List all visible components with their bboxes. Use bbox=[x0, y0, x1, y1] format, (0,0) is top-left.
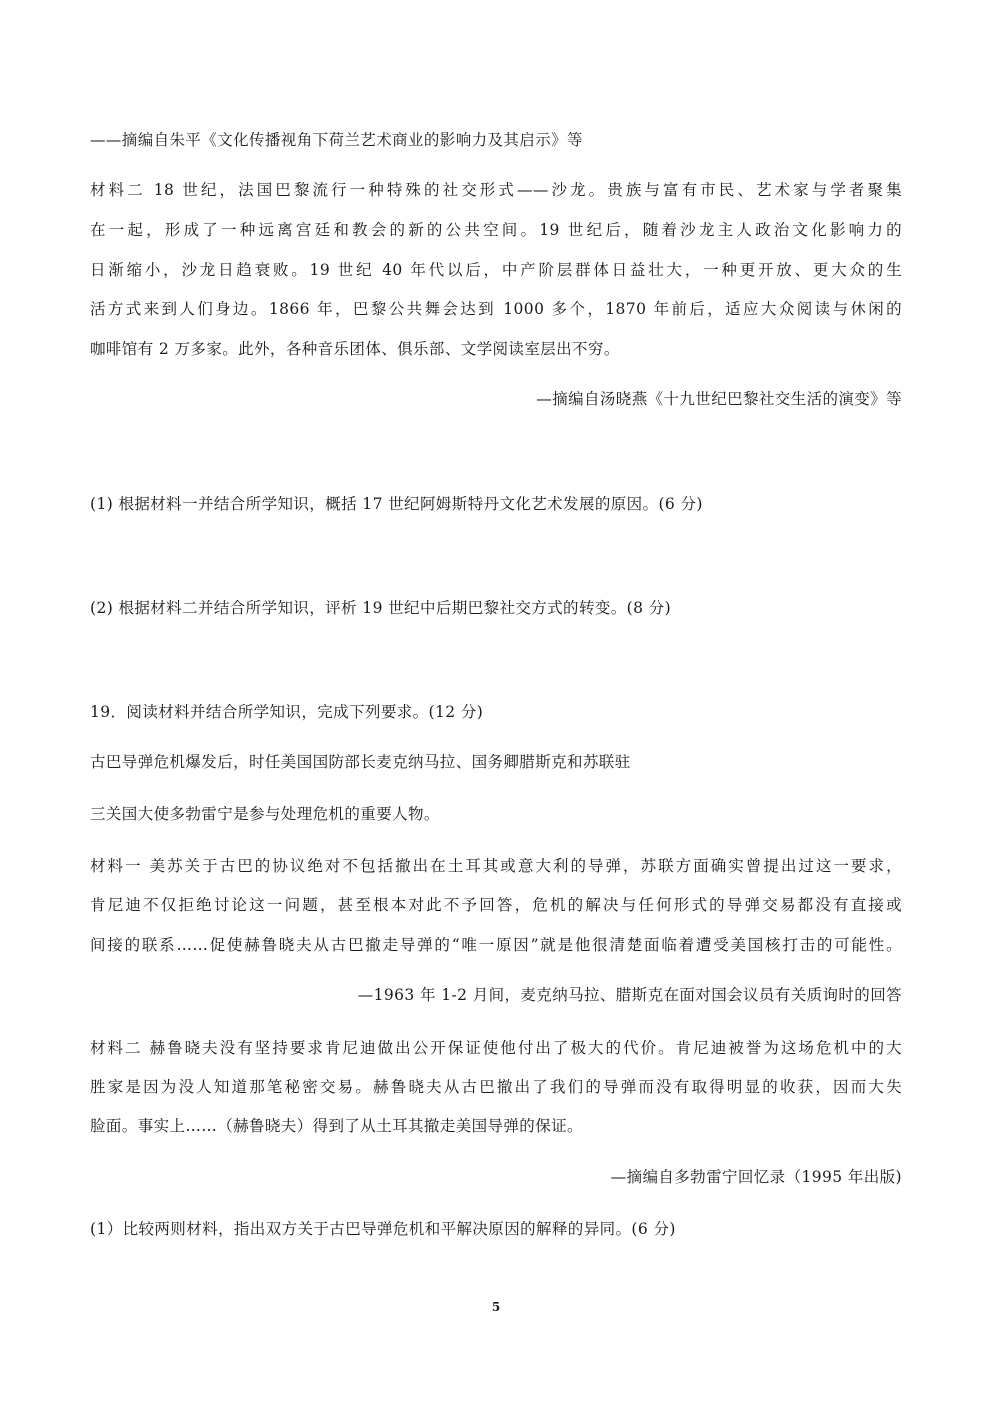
page-number: 5 bbox=[491, 1300, 501, 1314]
material-2b-paragraph: 脸面。事实上……（赫鲁晓夫）得到了从土耳其撤走美国导弹的保证。 bbox=[90, 1117, 583, 1135]
question-18-1: (1) 根据材料一并结合所学知识，概括 17 世纪阿姆斯特丹文化艺术发展的原因。(6 分) bbox=[90, 495, 703, 513]
material-1-paragraph: 间接的联系……促使赫鲁晓夫从古巴撤走导弹的“唯一原因”就是他很清楚面临着遭受美国核打击的可能性。 bbox=[90, 936, 902, 954]
source-citation: —1963 年 1-2 月间，麦克纳马拉、腊斯克在面对国会议员有关质询时的回答 bbox=[357, 986, 902, 1004]
question-19-1: (1）比较两则材料，指出双方关于古巴导弹危机和平解决原因的解释的异同。(6 分) bbox=[90, 1220, 676, 1238]
material-2-paragraph: 活方式来到人们身边。1866 年，巴黎公共舞会达到 1000 多个，1870 年前后，适应大众阅读与休闲的 bbox=[90, 300, 902, 318]
question-19-intro: 三关国大使多勃雷宁是参与处理危机的重要人物。 bbox=[90, 805, 440, 823]
material-2b-paragraph: 胜家是因为没人知道那笔秘密交易。赫鲁晓夫从古巴撤出了我们的导弹而没有取得明显的收获，因而大失 bbox=[90, 1078, 902, 1096]
question-19-intro: 古巴导弹危机爆发后，时任美国国防部长麦克纳马拉、国务卿腊斯克和苏联驻 bbox=[90, 753, 631, 771]
material-2-paragraph: 材料二 18 世纪，法国巴黎流行一种特殊的社交形式——沙龙。贵族与富有市民、艺术家与学者聚集 bbox=[90, 181, 902, 199]
source-citation: ——摘编自朱平《文化传播视角下荷兰艺术商业的影响力及其启示》等 bbox=[90, 131, 583, 149]
material-2b-paragraph: 材料二 赫鲁晓夫没有坚持要求肯尼迪做出公开保证使他付出了极大的代价。肯尼迪被誉为这场危机中的大 bbox=[90, 1039, 902, 1057]
material-2-paragraph: 咖啡馆有 2 万多家。此外，各种音乐团体、俱乐部、文学阅读室层出不穷。 bbox=[90, 340, 620, 358]
material-1-paragraph: 材料一 美苏关于古巴的协议绝对不包括撤出在土耳其或意大利的导弹，苏联方面确实曾提出过这一要求， bbox=[90, 857, 902, 875]
material-2-paragraph: 日渐缩小，沙龙日趋衰败。19 世纪 40 年代以后，中产阶层群体日益壮大，一种更开放、更大众的生 bbox=[90, 261, 902, 279]
question-19-heading: 19．阅读材料并结合所学知识，完成下列要求。(12 分) bbox=[90, 703, 484, 721]
source-citation: —摘编自多勃雷宁回忆录（1995 年出版) bbox=[610, 1168, 902, 1186]
source-citation: —摘编自汤晓燕《十九世纪巴黎社交生活的演变》等 bbox=[536, 390, 902, 408]
question-18-2: (2) 根据材料二并结合所学知识，评析 19 世纪中后期巴黎社交方式的转变。(8 分) bbox=[90, 599, 672, 617]
material-2-paragraph: 在一起，形成了一种远离宫廷和教会的新的公共空间。19 世纪后，随着沙龙主人政治文化影响力的 bbox=[90, 221, 902, 239]
material-1-paragraph: 肯尼迪不仅拒绝讨论这一问题，甚至根本对此不予回答，危机的解决与任何形式的导弹交易都没有直接或 bbox=[90, 896, 902, 914]
